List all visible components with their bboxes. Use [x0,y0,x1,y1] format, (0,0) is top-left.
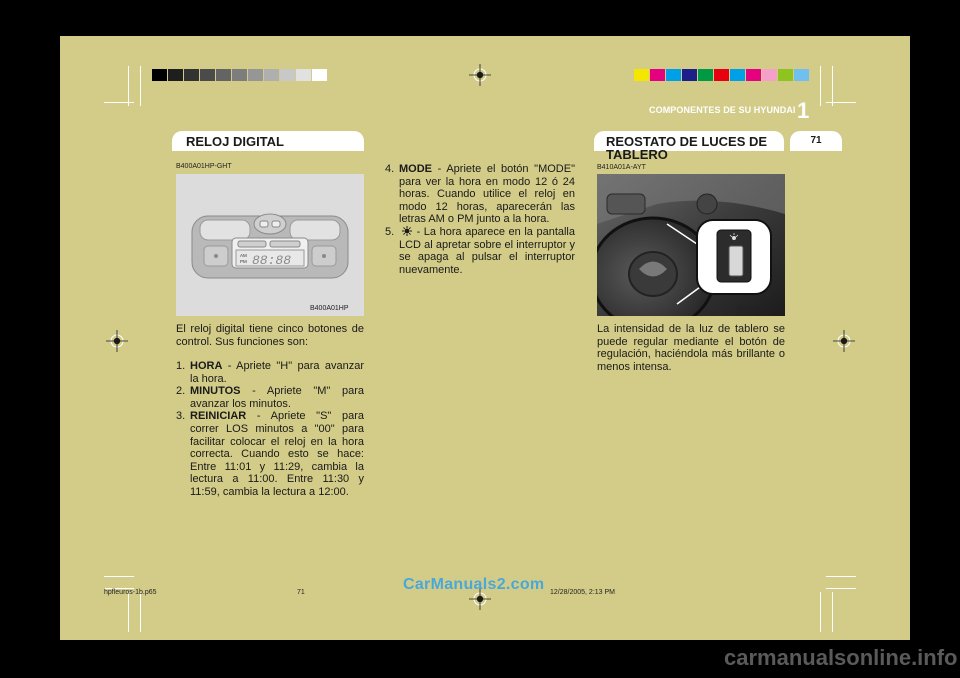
color-swatch [682,69,697,81]
gray-swatch [248,69,263,81]
clock-digits: 88:88 [252,253,292,268]
list-item-text: - Apriete "H" para avanzar la hora. [190,360,364,385]
overhead-console-illustration [176,174,364,316]
clock-figure [176,174,364,316]
gray-swatch [312,69,327,81]
list-item-text: - Apriete el botón "MODE" para ver la hora en modo 12 ó 24 horas. Cuando utilice el reloj en modo 12 horas, aparecerán las letras AM o PM junto a la hora. [399,163,575,226]
list-item [176,410,364,498]
light-icon [399,226,413,236]
list-item-number: 5. [385,225,395,238]
control-buttons-list [176,360,364,499]
crop-mark [832,66,833,106]
registration-mark-icon [833,330,855,352]
list-item [385,226,575,276]
crop-mark [128,66,129,106]
section-header-reostato [594,131,784,162]
color-swatch [650,69,665,81]
list-item-term: REINICIAR [190,410,247,423]
list-item-number: 1. [176,360,186,372]
section-tag: COMPONENTES DE SU HYUNDAI [649,105,796,115]
chapter-number: 1 [797,98,810,123]
list-item-term: MODE [399,163,432,175]
gray-swatch [152,69,167,81]
crop-mark [140,592,141,632]
bottom-site-watermark[interactable]: carmanualsonline.info [724,645,958,670]
color-swatch [746,69,761,81]
list-item-text: - Apriete "S" para correr LOS minutos a "00" para facilitar colocar el reloj en la hora correcta. Cuando esto se hace: Entre 11:01 y 11:29, cambia la lectura a 11:00. Entre 11:30 y 11:59, cambia la lectura a 12:00. [190,410,364,498]
section-header-reloj [172,131,364,151]
list-item-number: 3. [176,410,186,423]
gray-swatch [232,69,247,81]
list-item [176,385,364,410]
list-item [385,163,575,226]
clock-pm-indicator: PM [240,259,247,264]
crop-mark [820,66,821,106]
crop-mark [826,102,856,103]
figure-code: B410A01HP [737,305,776,312]
gray-swatch [280,69,295,81]
page-number: 71 [810,135,822,146]
figure-code: B400A01HP [310,305,349,312]
page-number-tab [790,131,842,151]
registration-mark-icon [106,330,128,352]
color-swatch [794,69,809,81]
list-item-term: MINUTOS [190,385,241,398]
gray-swatch [216,69,231,81]
list-item-number: 4. [385,163,395,175]
color-swatch [730,69,745,81]
crop-mark [104,576,134,577]
list-item-text: - La hora aparece en la pantalla LCD al apretar sobre el interruptor y se apaga al pulsar el interruptor nuevamente. [399,225,575,276]
color-swatch [634,69,649,81]
color-calibration-bar [634,69,810,81]
list-item-number: 2. [176,385,186,398]
reference-code: B400A01HP-GHT [176,163,232,170]
gray-swatch [264,69,279,81]
color-swatch [714,69,729,81]
gray-calibration-bar [152,69,328,81]
dashboard-dimmer-illustration [597,174,785,316]
clock-am-indicator: AM [240,253,247,258]
footer-filename: hpfleuros-1b.p65 [104,589,157,596]
list-item-term: HORA [190,360,223,372]
crop-mark [128,592,129,632]
footer-page: 71 [297,589,305,596]
color-swatch [762,69,777,81]
crop-mark [832,592,833,632]
footer-datetime: 12/28/2005, 2:13 PM [550,589,615,596]
intro-paragraph: El reloj digital tiene cinco botones de control. Sus funciones son: [176,323,364,348]
crop-mark [826,588,856,589]
gray-swatch [184,69,199,81]
crop-mark [820,592,821,632]
control-buttons-list-continued [385,163,575,276]
manual-page [60,36,910,640]
crop-mark [140,66,141,106]
dimmer-description: La intensidad de la luz de tablero se puede regular mediante el botón de regulación, haciéndola más brillante o menos intensa. [597,323,785,373]
color-swatch [778,69,793,81]
registration-mark-icon [469,64,491,86]
gray-swatch [168,69,183,81]
gray-swatch [200,69,215,81]
color-swatch [666,69,681,81]
gray-swatch [296,69,311,81]
section-title: REOSTATO DE LUCES DE TABLERO [606,134,768,162]
color-swatch [698,69,713,81]
site-watermark[interactable]: CarManuals2.com [403,576,545,593]
list-item [176,360,364,385]
dimmer-figure [597,174,785,316]
crop-mark [104,102,134,103]
list-item-text: - Apriete "M" para avanzar los minutos. [190,385,364,410]
reference-code: B410A01A-AYT [597,164,646,171]
section-title: RELOJ DIGITAL [186,134,284,149]
crop-mark [826,576,856,577]
